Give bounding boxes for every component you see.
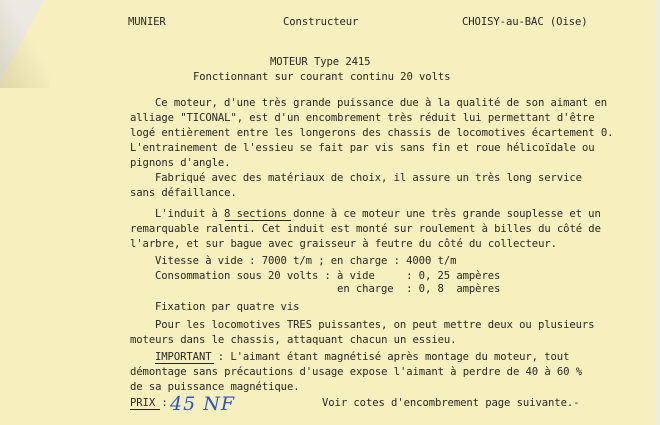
folded-corner: [0, 0, 44, 82]
spec-speed: Vitesse à vide : 7000 t/m ; en charge : 4000 t/m: [155, 255, 457, 267]
p3-line: remarquable ralenti. Cet induit est monté sur roulement à billes du côté de: [130, 223, 601, 235]
page-edge: [656, 0, 660, 425]
sections-underline: [225, 220, 291, 221]
p1-line: pignons d'angle.: [130, 157, 231, 169]
header-center: Constructeur: [283, 16, 359, 28]
fixation-line: Fixation par quatre vis: [155, 301, 300, 313]
important-line: de sa puissance magnétique.: [130, 381, 300, 393]
important-underline: [155, 363, 214, 364]
p1-line: L'entrainement de l'essieu se fait par vis sans fin et roue hélicoïdale ou: [130, 142, 595, 154]
p1-line: logé entièrement entre les longerons des chassis de locomotives écartement 0.: [130, 127, 614, 139]
important-line: démontage sans précautions d'usage expose l'aimant à perdre de 40 à 60 %: [130, 366, 583, 378]
p4-line: moteurs dans le chassis, attaquant chacun un essieu.: [130, 334, 457, 346]
handwritten-price: 45 NF: [170, 393, 236, 415]
spec-consumption-load: en charge : 0, 8 ampères: [155, 283, 501, 295]
p2-line: sans défaillance.: [130, 187, 237, 199]
spec-consumption-idle: Consommation sous 20 volts : à vide : 0, 25 ampères: [155, 270, 501, 282]
footer-note: Voir cotes d'encombrement page suivante.-: [322, 397, 580, 409]
title-line-1: MOTEUR Type 2415: [270, 56, 371, 68]
p1-line: alliage "TICONAL", est d'un encombrement très réduit lui permettant d'être: [130, 112, 595, 124]
p2-line: Fabriqué avec des matériaux de choix, il assure un très long service: [155, 172, 582, 184]
price-label: PRIX :: [130, 397, 168, 409]
p1-line: Ce moteur, d'une très grande puissance due à la qualité de son aimant en: [155, 97, 608, 109]
price-underline: [130, 409, 160, 410]
p3-line: l'arbre, et sur bague avec graisseur à feutre du côté du collecteur.: [130, 238, 557, 250]
p4-line: Pour les locomotives TRES puissantes, on peut mettre deux ou plusieurs: [155, 319, 595, 331]
header-left: MUNIER: [128, 16, 166, 28]
important-line: IMPORTANT : L'aimant étant magnétisé après montage du moteur, tout: [155, 351, 570, 363]
header-right: CHOISY-au-BAC (Oise): [462, 16, 588, 28]
title-line-2: Fonctionnant sur courant continu 20 volts: [193, 71, 451, 83]
p3-line: L'induit à 8 sections donne à ce moteur une très grande souplesse et un: [155, 208, 601, 220]
